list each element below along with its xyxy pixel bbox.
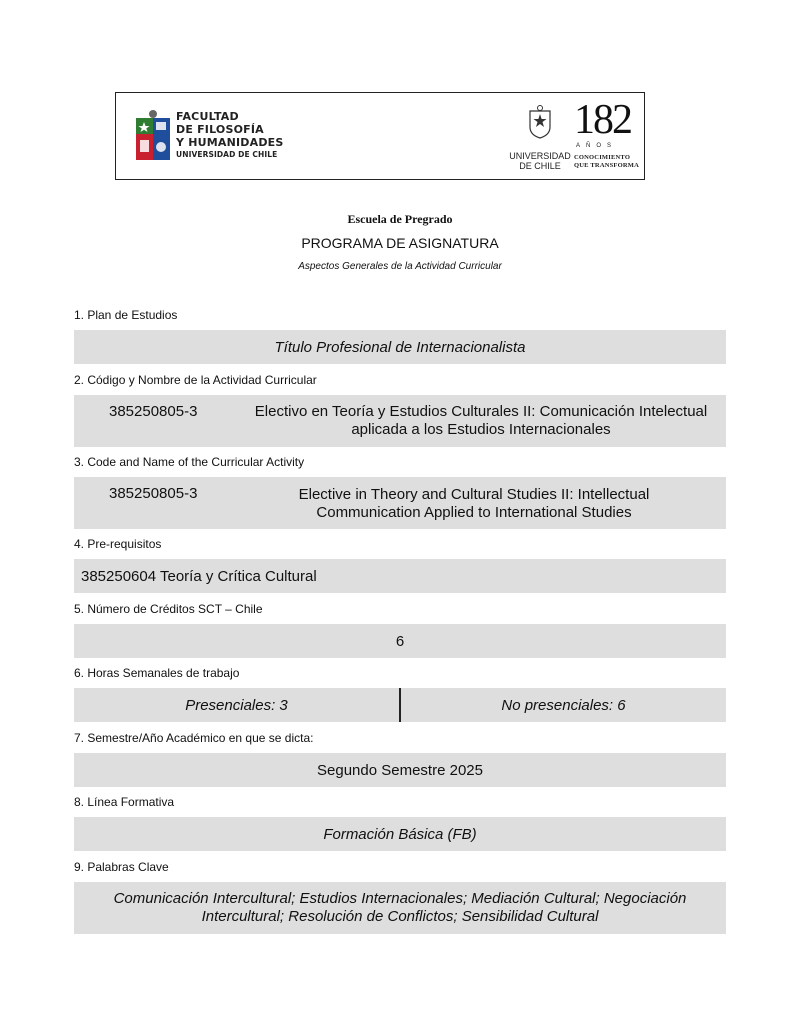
credits-value: 6 <box>395 632 405 650</box>
faculty-line-1: FACULTAD <box>176 110 239 123</box>
course-name-es-line-1: Electivo en Teoría y Estudios Culturales II: Comunicación Intelectual <box>254 403 708 420</box>
hours-label: 6. Horas Semanales de trabajo <box>74 666 240 680</box>
keywords-line-1: Comunicación Intercultural; Estudios Internacionales; Mediación Cultural; Negociación <box>113 890 687 907</box>
course-name-en <box>264 486 684 522</box>
faculty-line-3: Y HUMANIDADES <box>176 136 284 149</box>
plan-value: Título Profesional de Internacionalista <box>274 338 526 356</box>
semester-label: 7. Semestre/Año Académico en que se dicta: <box>74 731 314 745</box>
university-line-2: DE CHILE <box>519 161 561 171</box>
plan-field <box>74 330 726 364</box>
hours-field <box>74 688 726 722</box>
document-title: PROGRAMA DE ASIGNATURA <box>301 235 499 251</box>
document-subtitle: Aspectos Generales de la Actividad Curricular <box>298 261 502 272</box>
line-field <box>74 817 726 851</box>
anniversary-tagline <box>574 154 639 170</box>
faculty-shield-logo <box>136 110 170 164</box>
course-name-en-line-1: Elective in Theory and Cultural Studies II: Intellectual <box>298 486 650 503</box>
prereq-label: 4. Pre-requisitos <box>74 537 162 551</box>
semester-value: Segundo Semestre 2025 <box>317 761 483 779</box>
prereq-value: 385250604 Teoría y Crítica Cultural <box>81 567 317 585</box>
university-seal-logo <box>528 105 552 139</box>
code-name-en-label: 3. Code and Name of the Curricular Activity <box>74 455 305 469</box>
code-name-es-label: 2. Código y Nombre de la Actividad Curricular <box>74 373 317 387</box>
prereq-field <box>74 559 726 593</box>
header-banner <box>115 92 645 180</box>
hours-presencial: Presenciales: 3 <box>185 696 288 714</box>
keywords-line-2: Intercultural; Resolución de Conflictos; Sensibilidad Cultural <box>201 908 599 925</box>
hours-no-presencial: No presenciales: 6 <box>501 696 626 714</box>
hours-presencial-cell <box>74 688 399 722</box>
credits-field <box>74 624 726 658</box>
course-name-es <box>240 403 722 439</box>
course-name-en-line-2: Communication Applied to International Studies <box>316 504 632 521</box>
code-name-en-field <box>74 477 726 529</box>
keywords-field <box>74 882 726 934</box>
credits-label: 5. Número de Créditos SCT – Chile <box>74 602 263 616</box>
faculty-name <box>176 110 284 161</box>
keywords-label: 9. Palabras Clave <box>74 860 169 874</box>
tagline-line-1: CONOCIMIENTO <box>574 154 631 161</box>
anniversary-years: AÑOS <box>576 143 618 149</box>
university-line-1: UNIVERSIDAD <box>509 151 571 161</box>
code-name-es-field <box>74 395 726 447</box>
faculty-university: UNIVERSIDAD DE CHILE <box>176 150 278 159</box>
tagline-line-2: QUE TRANSFORMA <box>574 162 639 169</box>
course-code-en: 385250805-3 <box>109 485 198 502</box>
semester-field <box>74 753 726 787</box>
faculty-line-2: DE FILOSOFÍA <box>176 123 264 136</box>
course-code-es: 385250805-3 <box>109 403 198 420</box>
anniversary-number: 182 <box>574 97 631 143</box>
university-name <box>508 151 572 171</box>
plan-label: 1. Plan de Estudios <box>74 308 178 322</box>
course-name-es-line-2: aplicada a los Estudios Internacionales <box>351 421 611 438</box>
school-name: Escuela de Pregrado <box>347 212 453 226</box>
line-label: 8. Línea Formativa <box>74 795 175 809</box>
hours-no-presencial-cell <box>401 688 726 722</box>
line-value: Formación Básica (FB) <box>323 825 477 843</box>
